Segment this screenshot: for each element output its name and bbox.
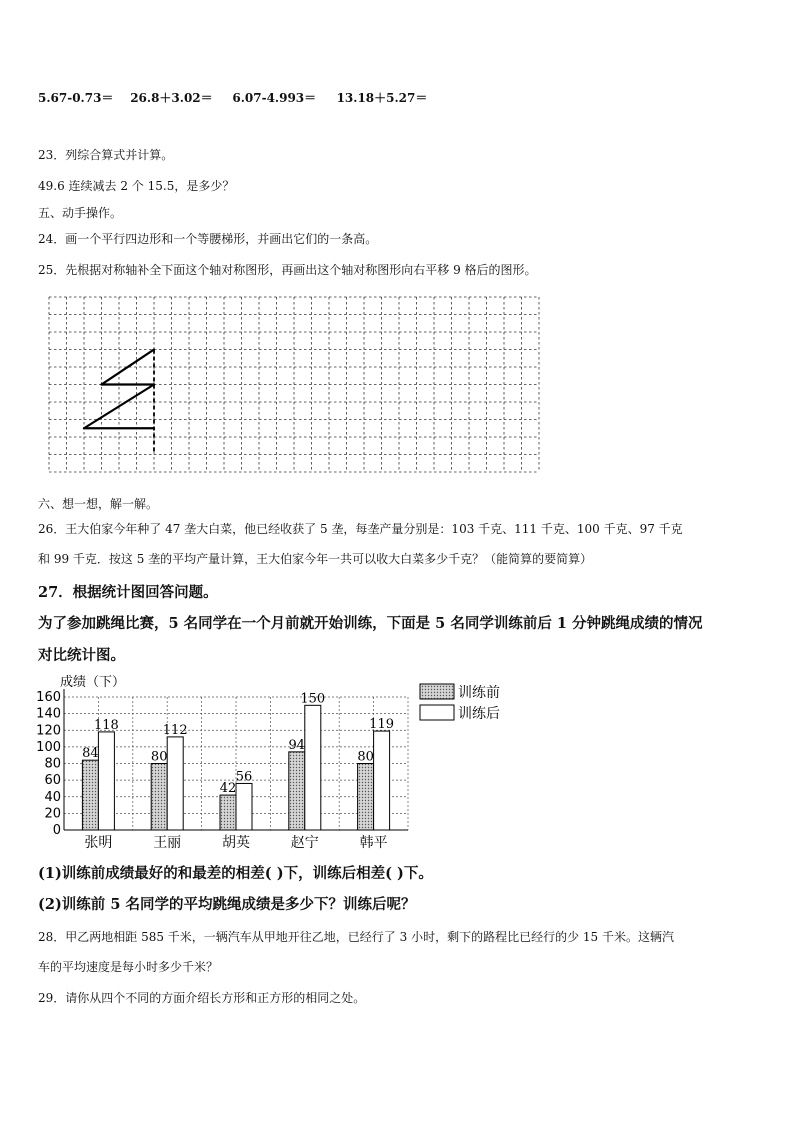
bar-before <box>82 760 98 830</box>
bar-after <box>305 705 321 830</box>
y-tick-label: 120 <box>36 723 61 739</box>
y-tick-label: 140 <box>36 706 61 722</box>
bar-after <box>236 783 252 830</box>
data-label-after: 119 <box>369 717 395 733</box>
y-tick-label: 60 <box>44 773 61 789</box>
bar-before <box>151 764 167 831</box>
y-tick-label: 40 <box>44 789 61 805</box>
figure-segment <box>84 385 154 429</box>
data-label-before: 80 <box>357 749 374 765</box>
y-tick-label: 0 <box>52 823 61 838</box>
calc-item: 26.8＋3.02＝ <box>130 91 213 105</box>
q23-text: 49.6 连续减去 2 个 15.5，是多少？ <box>38 179 235 193</box>
bar-before <box>289 752 305 830</box>
q23-title: 23．列综合算式并计算。 <box>38 148 174 162</box>
q28-line2: 车的平均速度是每小时多少千米？ <box>38 960 219 974</box>
calc-item: 6.07-4.993＝ <box>232 91 317 105</box>
y-tick-label: 20 <box>44 806 61 822</box>
q24-text: 24．画一个平行四边形和一个等腰梯形，并画出它们的一条高。 <box>38 232 378 246</box>
y-axis-label: 成绩（下） <box>60 675 126 690</box>
q26-line2: 和 99 千克．按这 5 垄的平均产量计算，王大伯家今年一共可以收大白菜多少千克？（能简算的要简算） <box>38 552 593 566</box>
q28-line1: 28．甲乙两地相距 585 千米，一辆汽车从甲地开往乙地，已经行了 3 小时，剩下的路程比已经行的少 15 千米。这辆汽 <box>38 930 674 944</box>
bar-chart <box>34 670 534 856</box>
q29-text: 29．请你从四个不同的方面介绍长方形和正方形的相同之处。 <box>38 991 366 1005</box>
bar-before <box>220 795 236 830</box>
data-label-before: 84 <box>82 746 99 762</box>
data-label-before: 94 <box>288 737 306 753</box>
y-tick-label: 80 <box>44 756 61 772</box>
q25-text: 25．先根据对称轴补全下面这个轴对称图形，再画出这个轴对称图形向右平移 9 格后的图形。 <box>38 263 537 277</box>
x-tick-label: 赵宁 <box>290 835 319 851</box>
calc-item: 5.67-0.73＝ <box>38 91 114 105</box>
q27-title: 27．根据统计图回答问题。 <box>38 584 218 601</box>
bar-after <box>167 737 183 830</box>
legend-label-before: 训练前 <box>458 685 500 701</box>
legend-swatch-after <box>420 705 454 720</box>
bar-after <box>374 731 390 830</box>
bar-after <box>98 732 114 830</box>
data-label-before: 80 <box>150 749 168 765</box>
q27-intro-line1: 为了参加跳绳比赛，5 名同学在一个月前就开始训练，下面是 5 名同学训练前后 1 分钟跳绳成绩的情况 <box>38 615 703 632</box>
q26-line1: 26．王大伯家今年种了 47 垄大白菜，他已经收获了 5 垄，每垄产量分别是：103 千克、111 千克、100 千克、97 千克 <box>38 522 683 536</box>
x-tick-label: 韩平 <box>359 835 388 851</box>
bar-before <box>358 764 374 831</box>
dashed-grid-figure <box>48 296 542 486</box>
calc-item: 13.18＋5.27＝ <box>336 91 428 105</box>
data-label-after: 118 <box>93 717 119 733</box>
legend-swatch-before <box>420 684 454 699</box>
section-6-heading: 六、想一想，解一解。 <box>38 497 159 511</box>
x-tick-label: 胡英 <box>222 835 250 851</box>
section-5-heading: 五、动手操作。 <box>38 206 123 220</box>
x-tick-label: 张明 <box>84 835 113 851</box>
q27-intro-line2: 对比统计图。 <box>38 647 125 664</box>
calc-row <box>38 89 427 106</box>
x-tick-label: 王丽 <box>153 835 182 851</box>
data-label-before: 42 <box>219 781 237 797</box>
data-label-after: 150 <box>300 691 326 707</box>
y-tick-label: 160 <box>36 690 61 705</box>
q27-sub2: (2)训练前 5 名同学的平均跳绳成绩是多少下？训练后呢？ <box>38 896 416 913</box>
data-label-after: 56 <box>235 769 253 785</box>
q27-sub1: (1)训练前成绩最好的和最差的相差( )下，训练后相差( )下。 <box>38 865 433 882</box>
data-label-after: 112 <box>162 722 188 738</box>
y-tick-label: 100 <box>36 739 61 755</box>
legend-label-after: 训练后 <box>458 706 500 722</box>
